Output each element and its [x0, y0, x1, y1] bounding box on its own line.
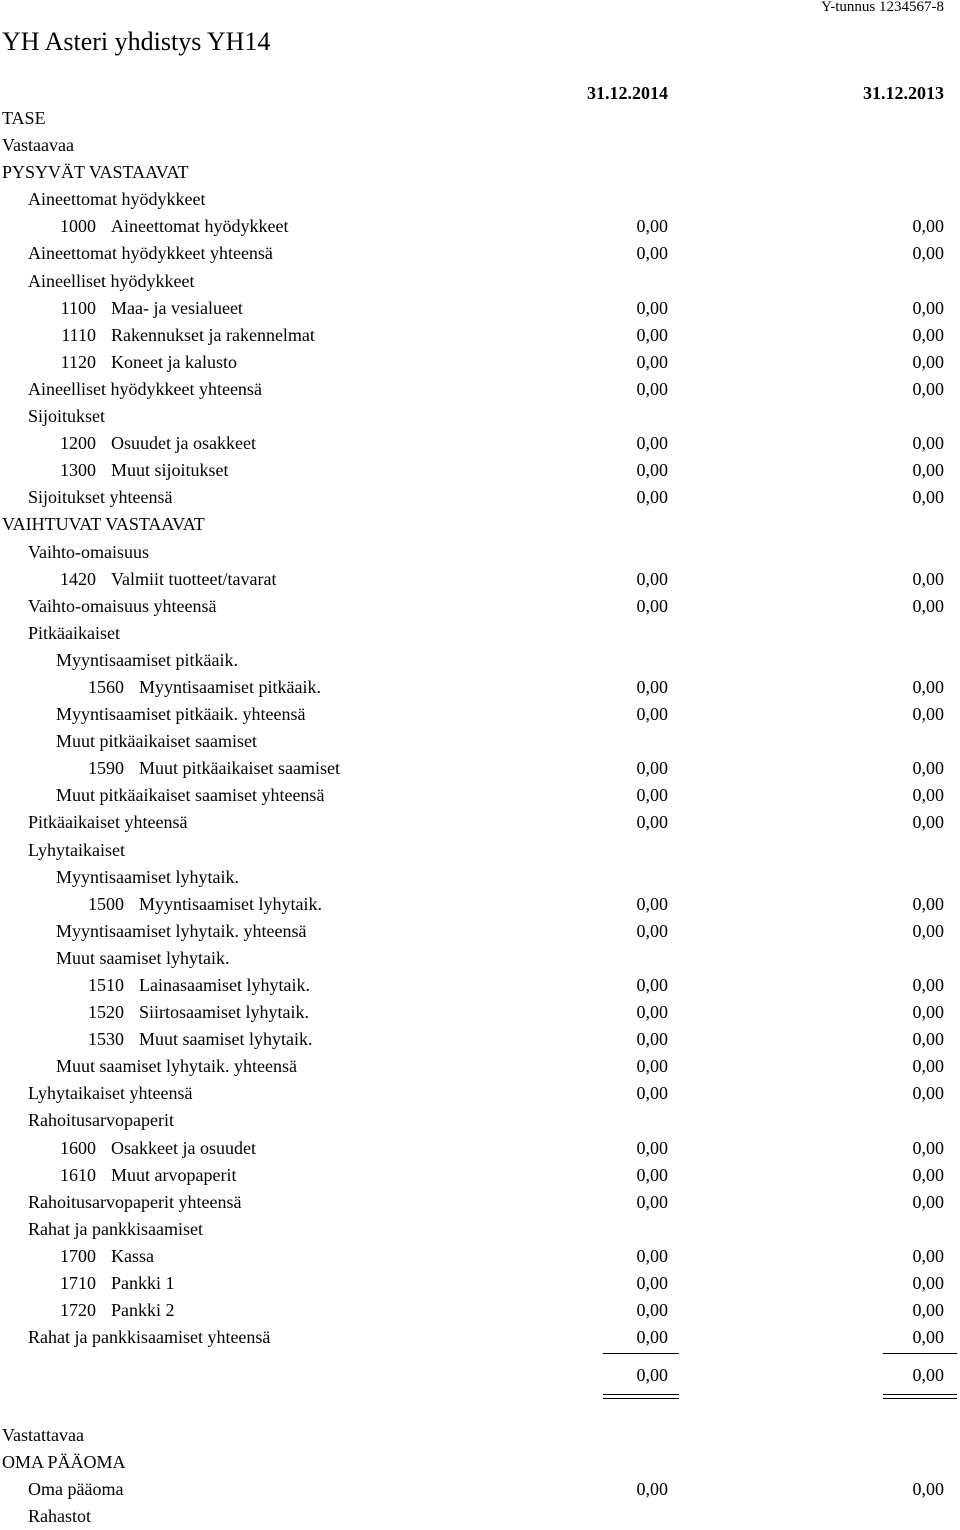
value-current: 0,00 — [636, 1029, 668, 1050]
value-previous: 0,00 — [912, 324, 944, 345]
account-name: Muut arvopaperit — [111, 1164, 237, 1185]
account-row — [0, 295, 960, 322]
value-current: 0,00 — [636, 1137, 668, 1158]
heading-row — [0, 159, 960, 186]
account-code: 1520 — [88, 1002, 124, 1023]
heading-row — [0, 186, 960, 213]
account-code: 1120 — [60, 351, 96, 372]
account-row — [0, 891, 960, 918]
value-previous: 0,00 — [912, 1029, 944, 1050]
account-row — [0, 1297, 960, 1324]
row-label: Rahastot — [28, 1506, 91, 1527]
account-code: 1530 — [88, 1029, 124, 1050]
account-name: Rakennukset ja rakennelmat — [111, 324, 315, 345]
account-code: 1000 — [60, 216, 96, 237]
value-previous: 0,00 — [912, 1300, 944, 1321]
section-title: TASE — [2, 108, 46, 128]
value-previous: 0,00 — [912, 1245, 944, 1266]
heading-row — [0, 268, 960, 295]
account-row — [0, 1026, 960, 1053]
value-previous: 0,00 — [912, 676, 944, 697]
value-current: 0,00 — [636, 433, 668, 454]
subtotal-row — [0, 484, 960, 511]
double-rule-current-2 — [603, 1398, 679, 1399]
heading-row — [0, 1503, 960, 1530]
account-name: Muut saamiset lyhytaik. — [139, 1029, 313, 1050]
value-previous: 0,00 — [912, 1002, 944, 1023]
subtotal-row — [0, 240, 960, 267]
row-label: OMA PÄÄOMA — [2, 1452, 126, 1473]
row-label: Pitkäaikaiset yhteensä — [28, 812, 188, 833]
row-label: Pitkäaikaiset — [28, 622, 120, 643]
account-code: 1500 — [88, 893, 124, 914]
value-previous: 0,00 — [912, 487, 944, 508]
value-current: 0,00 — [636, 1164, 668, 1185]
account-code: 1110 — [61, 324, 96, 345]
column-header-current: 31.12.2014 — [587, 83, 668, 103]
row-label: Rahat ja pankkisaamiset — [28, 1218, 203, 1239]
value-previous: 0,00 — [912, 785, 944, 806]
value-current: 0,00 — [636, 1002, 668, 1023]
account-code: 1590 — [88, 758, 124, 779]
account-name: Osuudet ja osakkeet — [111, 433, 256, 454]
total-rule-previous — [883, 1353, 957, 1354]
value-current: 0,00 — [636, 1056, 668, 1077]
account-code: 1600 — [60, 1137, 96, 1158]
value-current: 0,00 — [636, 351, 668, 372]
account-row — [0, 1162, 960, 1189]
row-label: Muut pitkäaikaiset saamiset — [56, 731, 257, 752]
row-label: Myyntisaamiset pitkäaik. yhteensä — [56, 704, 306, 725]
row-label: PYSYVÄT VASTAAVAT — [2, 162, 189, 183]
value-current: 0,00 — [636, 297, 668, 318]
row-label: Aineettomat hyödykkeet yhteensä — [28, 243, 273, 264]
subtotal-row — [0, 918, 960, 945]
account-code: 1710 — [60, 1273, 96, 1294]
account-row — [0, 1270, 960, 1297]
value-previous: 0,00 — [912, 1191, 944, 1212]
value-current: 0,00 — [636, 920, 668, 941]
row-label: Myyntisaamiset lyhytaik. — [56, 866, 239, 887]
value-current: 0,00 — [636, 676, 668, 697]
account-row — [0, 566, 960, 593]
account-name: Aineettomat hyödykkeet — [111, 216, 289, 237]
value-current: 0,00 — [636, 460, 668, 481]
double-rule-current-1 — [603, 1394, 679, 1395]
heading-row — [0, 1422, 960, 1449]
account-name: Koneet ja kalusto — [111, 351, 237, 372]
row-label: Muut saamiset lyhytaik. yhteensä — [56, 1056, 297, 1077]
account-row — [0, 674, 960, 701]
account-row — [0, 972, 960, 999]
account-name: Pankki 1 — [111, 1273, 175, 1294]
value-current: 0,00 — [636, 595, 668, 616]
value-current: 0,00 — [636, 758, 668, 779]
value-current: 0,00 — [636, 487, 668, 508]
value-previous: 0,00 — [912, 378, 944, 399]
business-id: Y-tunnus 1234567-8 — [821, 0, 944, 15]
value-previous: 0,00 — [912, 216, 944, 237]
column-header-previous: 31.12.2013 — [863, 83, 944, 103]
row-label: Vastaavaa — [2, 135, 74, 156]
row-label: Rahoitusarvopaperit — [28, 1110, 174, 1131]
double-rule-previous-1 — [883, 1394, 957, 1395]
liabilities-rows — [0, 1422, 960, 1530]
account-code: 1200 — [60, 433, 96, 454]
row-label: Lyhytaikaiset yhteensä — [28, 1083, 193, 1104]
heading-row — [0, 1216, 960, 1243]
row-label: Aineelliset hyödykkeet yhteensä — [28, 378, 262, 399]
section-title-row — [0, 105, 960, 132]
heading-row — [0, 511, 960, 538]
value-current: 0,00 — [636, 1273, 668, 1294]
heading-row — [0, 647, 960, 674]
value-previous: 0,00 — [912, 1327, 944, 1348]
value-current: 0,00 — [636, 893, 668, 914]
account-code: 1300 — [60, 460, 96, 481]
heading-row — [0, 728, 960, 755]
account-name: Myyntisaamiset lyhytaik. — [139, 893, 322, 914]
row-label: Vastattavaa — [2, 1425, 84, 1445]
total-value-current: 0,00 — [636, 1365, 668, 1385]
value-current: 0,00 — [636, 1083, 668, 1104]
subtotal-row — [0, 1080, 960, 1107]
value-current: 0,00 — [636, 378, 668, 399]
account-name: Lainasaamiset lyhytaik. — [139, 975, 310, 995]
total-value-previous: 0,00 — [912, 1365, 944, 1385]
row-label: Rahoitusarvopaperit yhteensä — [28, 1191, 242, 1212]
value-current: 0,00 — [636, 324, 668, 345]
heading-row — [0, 620, 960, 647]
assets-rows — [0, 105, 960, 1351]
value-current: 0,00 — [636, 243, 668, 264]
value-current: 0,00 — [636, 216, 668, 237]
account-name: Myyntisaamiset pitkäaik. — [139, 676, 321, 697]
account-name: Muut pitkäaikaiset saamiset — [139, 758, 340, 779]
row-label: VAIHTUVAT VASTAAVAT — [2, 514, 205, 535]
value-previous: 0,00 — [912, 704, 944, 725]
account-code: 1720 — [60, 1300, 96, 1321]
value-previous: 0,00 — [912, 1083, 944, 1104]
value-previous: 0,00 — [912, 893, 944, 914]
account-code: 1420 — [60, 568, 96, 589]
row-label: Myyntisaamiset pitkäaik. — [56, 649, 238, 670]
value-current: 0,00 — [636, 975, 668, 995]
value-previous: 0,00 — [912, 1137, 944, 1158]
account-row — [0, 213, 960, 240]
account-name: Maa- ja vesialueet — [111, 297, 243, 318]
row-label: Aineettomat hyödykkeet — [28, 189, 206, 210]
row-label: Oma pääoma — [28, 1479, 124, 1500]
account-code: 1560 — [88, 676, 124, 697]
subtotal-row — [0, 1476, 960, 1503]
value-current: 0,00 — [636, 785, 668, 806]
assets-grand-total — [0, 1352, 960, 1402]
account-code: 1700 — [60, 1245, 96, 1266]
row-label: Rahat ja pankkisaamiset yhteensä — [28, 1327, 271, 1348]
heading-row — [0, 945, 960, 972]
account-row — [0, 1135, 960, 1162]
subtotal-row — [0, 1324, 960, 1351]
account-row — [0, 755, 960, 782]
row-label: Muut saamiset lyhytaik. — [56, 947, 230, 968]
subtotal-row — [0, 376, 960, 403]
row-label: Myyntisaamiset lyhytaik. yhteensä — [56, 920, 307, 941]
value-previous: 0,00 — [912, 975, 944, 995]
value-previous: 0,00 — [912, 812, 944, 833]
heading-row — [0, 837, 960, 864]
account-name: Siirtosaamiset lyhytaik. — [139, 1002, 309, 1023]
value-previous: 0,00 — [912, 1273, 944, 1294]
value-current: 0,00 — [636, 568, 668, 589]
row-label: Aineelliset hyödykkeet — [28, 270, 195, 291]
value-previous: 0,00 — [912, 297, 944, 318]
account-name: Kassa — [111, 1245, 154, 1266]
heading-row — [0, 539, 960, 566]
value-previous: 0,00 — [912, 595, 944, 616]
account-row — [0, 1243, 960, 1270]
account-code: 1510 — [88, 975, 124, 995]
account-row — [0, 322, 960, 349]
account-row — [0, 999, 960, 1026]
row-label: Muut pitkäaikaiset saamiset yhteensä — [56, 785, 325, 806]
value-current: 0,00 — [636, 1479, 668, 1500]
account-name: Pankki 2 — [111, 1300, 175, 1321]
value-current: 0,00 — [636, 1300, 668, 1321]
row-label: Vaihto-omaisuus — [28, 541, 149, 562]
double-rule-previous-2 — [883, 1398, 957, 1399]
account-name: Muut sijoitukset — [111, 460, 229, 481]
value-previous: 0,00 — [912, 1056, 944, 1077]
value-previous: 0,00 — [912, 758, 944, 779]
heading-row — [0, 864, 960, 891]
subtotal-row — [0, 1053, 960, 1080]
account-row — [0, 349, 960, 376]
subtotal-row — [0, 593, 960, 620]
value-previous: 0,00 — [912, 1479, 944, 1500]
value-current: 0,00 — [636, 1191, 668, 1212]
value-previous: 0,00 — [912, 460, 944, 481]
value-previous: 0,00 — [912, 351, 944, 372]
value-previous: 0,00 — [912, 1164, 944, 1185]
row-label: Sijoitukset — [28, 406, 106, 427]
value-current: 0,00 — [636, 812, 668, 833]
row-label: Lyhytaikaiset — [28, 839, 125, 860]
row-label: Sijoitukset yhteensä — [28, 487, 173, 508]
heading-row — [0, 132, 960, 159]
total-rule-current — [603, 1353, 679, 1354]
subtotal-row — [0, 809, 960, 836]
account-row — [0, 430, 960, 457]
value-previous: 0,00 — [912, 243, 944, 264]
subtotal-row — [0, 782, 960, 809]
account-name: Valmiit tuotteet/tavarat — [111, 568, 277, 589]
heading-row — [0, 1449, 960, 1476]
account-row — [0, 457, 960, 484]
value-previous: 0,00 — [912, 433, 944, 454]
account-name: Osakkeet ja osuudet — [111, 1137, 256, 1158]
value-current: 0,00 — [636, 1245, 668, 1266]
subtotal-row — [0, 1189, 960, 1216]
value-previous: 0,00 — [912, 568, 944, 589]
value-previous: 0,00 — [912, 920, 944, 941]
heading-row — [0, 403, 960, 430]
value-current: 0,00 — [636, 1327, 668, 1348]
organization-name: YH Asteri yhdistys YH14 — [2, 27, 271, 56]
account-code: 1610 — [60, 1164, 96, 1185]
subtotal-row — [0, 701, 960, 728]
value-current: 0,00 — [636, 704, 668, 725]
account-code: 1100 — [60, 297, 96, 318]
row-label: Vaihto-omaisuus yhteensä — [28, 595, 217, 616]
heading-row — [0, 1107, 960, 1134]
